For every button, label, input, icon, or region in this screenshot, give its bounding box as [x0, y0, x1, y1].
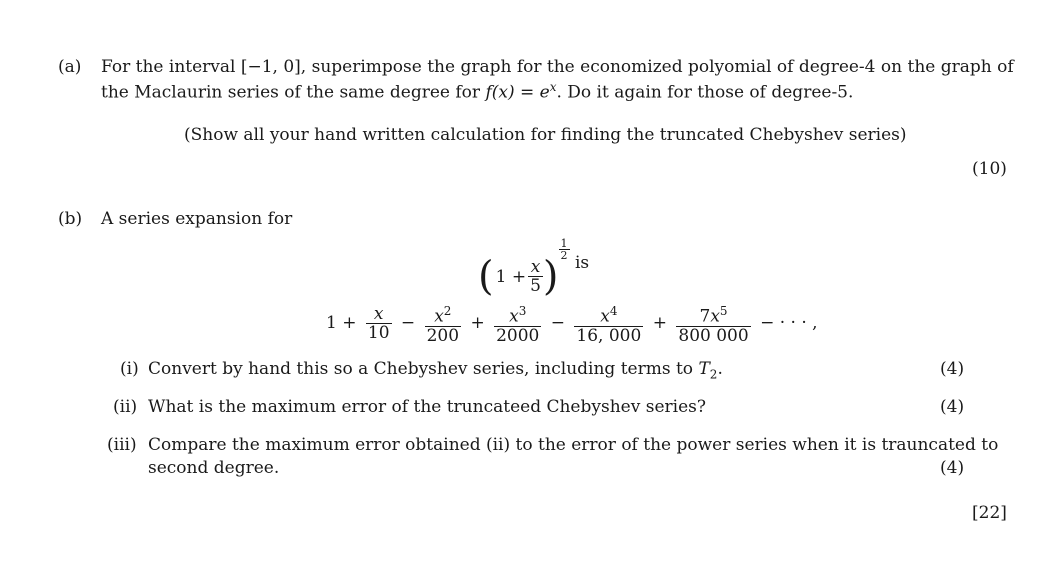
part-b-intro: A series expansion for	[101, 209, 293, 229]
series-term-2	[425, 302, 461, 345]
right-paren: )	[542, 253, 559, 300]
t3-den: 2000	[496, 325, 540, 346]
item-iii-line1: Compare the maximum error obtained (ii) to the error of the power series when it is trauncated to	[148, 435, 999, 455]
series-op-1: −	[400, 313, 416, 334]
item-i-marks: (4)	[940, 359, 965, 379]
t5-den: 800 000	[678, 325, 749, 346]
t2-num: x	[434, 306, 444, 327]
expr-one-plus: 1 +	[495, 266, 527, 287]
series-tail: − · · · ,	[760, 313, 818, 334]
expr-exponent	[559, 238, 570, 261]
item-ii-marks: (4)	[940, 397, 965, 417]
t3-num: x	[509, 306, 519, 327]
t5-num: x	[710, 306, 720, 327]
t4-den: 16, 000	[576, 325, 642, 346]
expr-exp-num: 1	[560, 237, 568, 250]
series-term-1	[366, 305, 392, 342]
part-a-line1: For the interval [−1, 0], superimpose the graph for the economized polyomial of degree-4 on the graph of	[101, 57, 1014, 77]
part-b-label: (b)	[58, 209, 83, 229]
part-a-line2-pre: the Maclaurin series of the same degree for	[101, 82, 486, 103]
t5-coef: 7	[699, 306, 711, 327]
series-term-4	[574, 302, 643, 345]
expr-is: is	[575, 253, 590, 273]
t1-num: x	[366, 305, 392, 324]
t3-pow: 3	[518, 304, 527, 318]
expr-fraction	[528, 258, 543, 295]
item-iii-label: (iii)	[107, 435, 137, 455]
series-lead: 1 +	[326, 313, 357, 334]
item-i-text-pre: Convert by hand this so a Chebyshev series, including terms to	[148, 359, 699, 379]
t2-pow: 2	[443, 304, 452, 318]
part-a-line2-post: . Do it again for those of degree-5.	[556, 82, 854, 103]
t4-pow: 4	[609, 304, 618, 318]
expr-frac-den: 5	[530, 276, 541, 296]
t1-den: 10	[367, 322, 390, 343]
series-term-3	[494, 302, 541, 345]
series-expansion	[326, 302, 822, 345]
item-i-text-post: .	[717, 359, 723, 379]
series-op-4: +	[652, 313, 667, 334]
item-ii-label: (ii)	[113, 397, 138, 417]
item-iii-marks: (4)	[940, 458, 965, 478]
series-op-3: −	[550, 313, 566, 334]
total-marks: [22]	[972, 503, 1007, 523]
t4-num: x	[600, 306, 610, 327]
item-i-label: (i)	[120, 359, 139, 379]
left-paren: (	[478, 253, 494, 300]
part-a-marks: (10)	[972, 159, 1007, 179]
part-a-function: f(x) = e	[485, 82, 550, 103]
part-b-expression	[478, 237, 570, 300]
t5-pow: 5	[719, 304, 728, 318]
part-a-exponent: x	[549, 80, 557, 94]
series-op-2: +	[470, 313, 485, 334]
item-i-T: T	[698, 359, 710, 379]
part-a-line2	[101, 80, 853, 103]
item-i-text	[148, 359, 723, 381]
item-iii-line2: second degree.	[148, 458, 280, 478]
expr-exp-den: 2	[560, 249, 568, 262]
item-ii-text: What is the maximum error of the truncateed Chebyshev series?	[148, 397, 706, 417]
item-i-sub: 2	[709, 367, 718, 382]
series-term-5	[676, 302, 750, 345]
expr-frac-num: x	[528, 258, 543, 277]
t2-den: 200	[426, 325, 460, 346]
part-a-note: (Show all your hand written calculation for finding the truncated Chebyshev series)	[184, 125, 907, 145]
part-a-label: (a)	[58, 57, 82, 77]
